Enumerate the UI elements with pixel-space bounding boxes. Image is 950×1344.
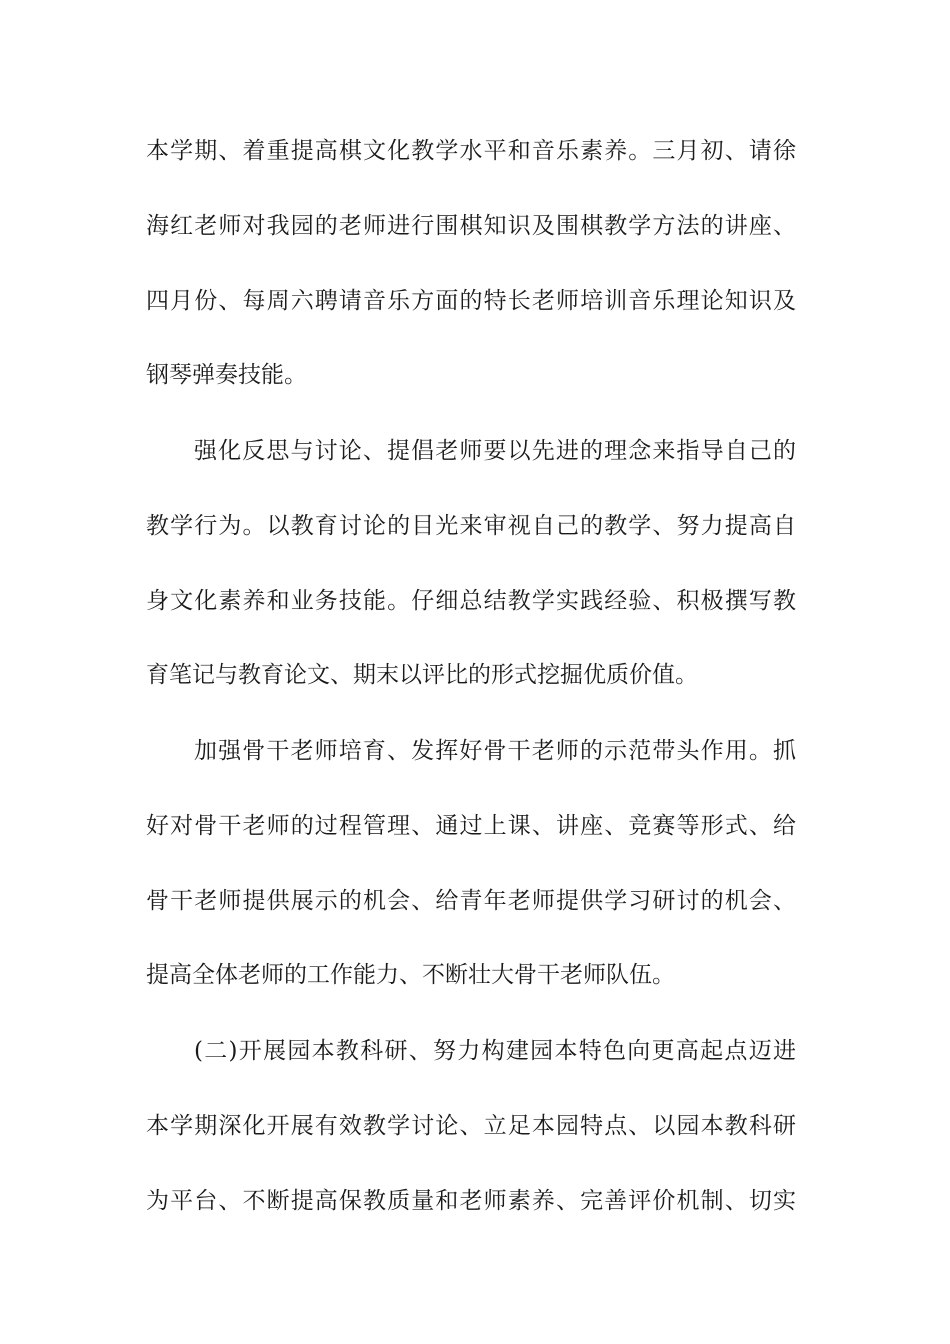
text-line-10: 好对骨干老师的过程管理、通过上课、讲座、竞赛等形式、给	[146, 813, 796, 839]
text-line-7: 身文化素养和业务技能。仔细总结教学实践经验、积极撰写教	[146, 588, 796, 614]
text-line-8: 育笔记与教育论文、期末以评比的形式挖掘优质价值。	[146, 662, 698, 688]
text-line-15: 为平台、不断提高保教质量和老师素养、完善评价机制、切实	[146, 1188, 796, 1214]
text-line-2: 海红老师对我园的老师进行围棋知识及围棋教学方法的讲座、	[146, 213, 796, 239]
text-line-9: 加强骨干老师培育、发挥好骨干老师的示范带头作用。抓	[194, 738, 796, 764]
text-line-3: 四月份、每周六聘请音乐方面的特长老师培训音乐理论知识及	[146, 288, 796, 314]
text-line-11: 骨干老师提供展示的机会、给青年老师提供学习研讨的机会、	[146, 888, 796, 914]
text-line-1: 本学期、着重提高棋文化教学水平和音乐素养。三月初、请徐	[146, 138, 796, 164]
section-heading: (二)开展园本教科研、努力构建园本特色向更高起点迈进	[194, 1038, 796, 1064]
text-line-6: 教学行为。以教育讨论的目光来审视自己的教学、努力提高自	[146, 513, 796, 539]
text-line-4: 钢琴弹奏技能。	[146, 362, 307, 388]
text-line-5: 强化反思与讨论、提倡老师要以先进的理念来指导自己的	[194, 438, 796, 464]
text-line-14: 本学期深化开展有效教学讨论、立足本园特点、以园本教科研	[146, 1113, 796, 1139]
text-line-12: 提高全体老师的工作能力、不断壮大骨干老师队伍。	[146, 962, 675, 988]
